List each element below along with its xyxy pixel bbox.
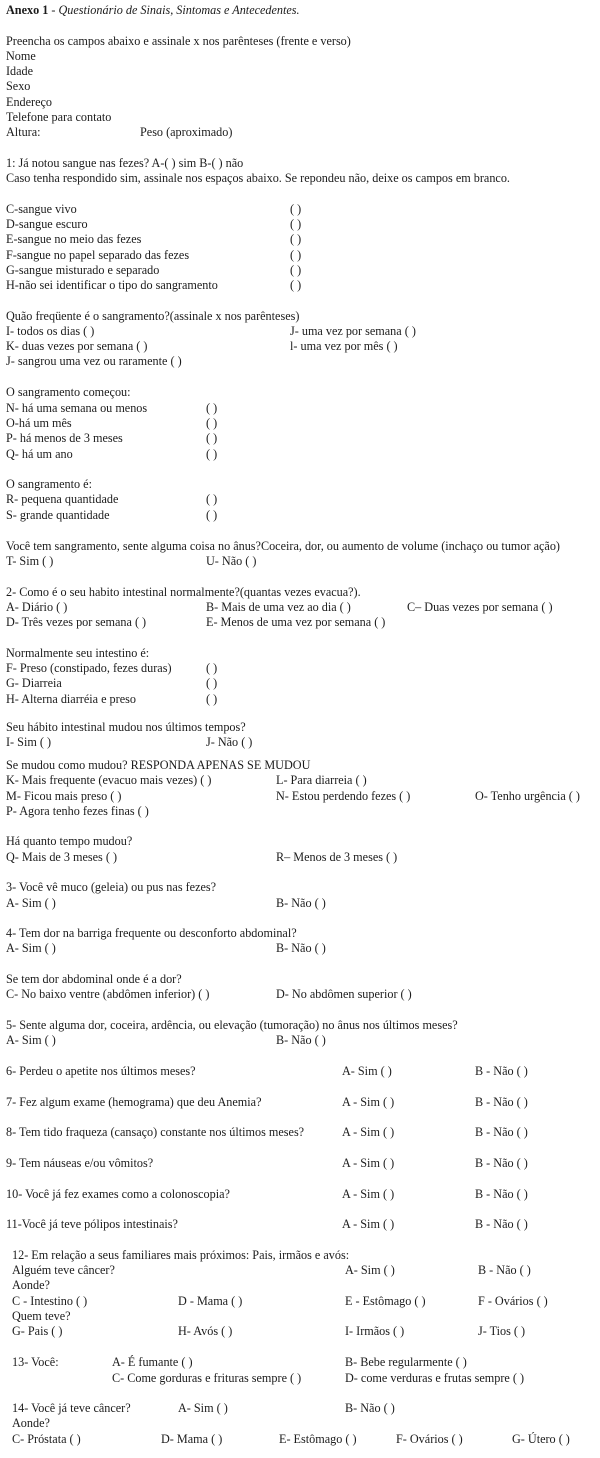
amount-option-s: S- grande quantidade bbox=[6, 508, 110, 522]
q14-where-option-g: G- Útero ( ) bbox=[512, 1432, 570, 1446]
annex-label: Anexo 1 bbox=[6, 3, 49, 17]
since-option-q: Q- Mais de 3 meses ( ) bbox=[6, 850, 118, 864]
normal-checkbox-f: ( ) bbox=[206, 661, 218, 675]
document-title bbox=[6, 3, 300, 18]
q8-question: 8- Tem tido fraqueza (cansaço) constante nos últimos meses? bbox=[6, 1125, 305, 1139]
q14-option-yes: A- Sim ( ) bbox=[178, 1401, 228, 1415]
q1-checkbox-f: ( ) bbox=[290, 248, 302, 262]
field-name-label: Nome bbox=[6, 49, 36, 63]
q1-option-c: C-sangue vivo bbox=[6, 202, 77, 216]
q6-option-no: B - Não ( ) bbox=[475, 1064, 528, 1078]
q12-option-no: B - Não ( ) bbox=[478, 1263, 531, 1277]
frequency-option-l: l- uma vez por mês ( ) bbox=[290, 339, 398, 353]
amount-checkbox-s: ( ) bbox=[206, 508, 218, 522]
q1-question: 1: Já notou sangue nas fezes? A-( ) sim B-( ) não bbox=[6, 156, 244, 170]
q10-option-no: B - Não ( ) bbox=[475, 1187, 528, 1201]
q12-who-option-h: H- Avós ( ) bbox=[178, 1324, 233, 1338]
q3-option-b: B- Não ( ) bbox=[276, 896, 326, 910]
q12-who-option-i: I- Irmãos ( ) bbox=[345, 1324, 405, 1338]
field-height-label: Altura: bbox=[6, 125, 41, 139]
q12-cancer-question: Alguém teve câncer? bbox=[12, 1263, 115, 1277]
start-option-p: P- há menos de 3 meses bbox=[6, 431, 123, 445]
q14-where-option-e: E- Estômago ( ) bbox=[279, 1432, 357, 1446]
normal-option-h: H- Alterna diarréia e preso bbox=[6, 692, 136, 706]
q9-option-yes: A - Sim ( ) bbox=[342, 1156, 395, 1170]
how-option-p: P- Agora tenho fezes finas ( ) bbox=[6, 804, 149, 818]
q12-who-label: Quem teve? bbox=[12, 1309, 71, 1323]
q9-question: 9- Tem náuseas e/ou vômitos? bbox=[6, 1156, 154, 1170]
how-option-n: N- Estou perdendo fezes ( ) bbox=[276, 789, 411, 803]
q1-option-h: H-não sei identificar o tipo do sangramento bbox=[6, 278, 218, 292]
start-option-n: N- há uma semana ou menos bbox=[6, 401, 148, 415]
q2-option-e: E- Menos de uma vez por semana ( ) bbox=[206, 615, 386, 629]
q1-option-g: G-sangue misturado e separado bbox=[6, 263, 160, 277]
changed-question: Seu hábito intestinal mudou nos últimos tempos? bbox=[6, 720, 246, 734]
anal-question: Você tem sangramento, sente alguma coisa no ânus?Coceira, dor, ou aumento de volume (inchaço ou tumor ação) bbox=[6, 539, 560, 553]
normal-option-f: F- Preso (constipado, fezes duras) bbox=[6, 661, 172, 675]
q1-checkbox-h: ( ) bbox=[290, 278, 302, 292]
field-phone-label: Telefone para contato bbox=[6, 110, 112, 124]
start-checkbox-o: ( ) bbox=[206, 416, 218, 430]
q12-option-yes: A- Sim ( ) bbox=[345, 1263, 395, 1277]
frequency-option-i: I- todos os dias ( ) bbox=[6, 324, 95, 338]
q4-option-a: A- Sim ( ) bbox=[6, 941, 56, 955]
q7-option-yes: A - Sim ( ) bbox=[342, 1095, 395, 1109]
anal-option-u: U- Não ( ) bbox=[206, 554, 257, 568]
q11-option-no: B - Não ( ) bbox=[475, 1217, 528, 1231]
frequency-option-k: K- duas vezes por semana ( ) bbox=[6, 339, 148, 353]
q3-question: 3- Você vê muco (geleia) ou pus nas fezes? bbox=[6, 880, 217, 894]
q10-option-yes: A - Sim ( ) bbox=[342, 1187, 395, 1201]
start-option-o: O-há um mês bbox=[6, 416, 72, 430]
q2-option-c: C– Duas vezes por semana ( ) bbox=[407, 600, 553, 614]
since-question: Há quanto tempo mudou? bbox=[6, 834, 133, 848]
annex-subtitle: - Questionário de Sinais, Sintomas e Antecedentes. bbox=[51, 3, 300, 17]
q1-note: Caso tenha respondido sim, assinale nos espaços abaixo. Se repondeu não, deixe os campos em branco. bbox=[6, 171, 510, 185]
q12-where-option-e: E - Estômago ( ) bbox=[345, 1294, 426, 1308]
q13-option-b: B- Bebe regularmente ( ) bbox=[345, 1355, 467, 1369]
q2-option-b: B- Mais de uma vez ao dia ( ) bbox=[206, 600, 351, 614]
normal-checkbox-g: ( ) bbox=[206, 676, 218, 690]
start-question: O sangramento começou: bbox=[6, 385, 131, 399]
pain-location-question: Se tem dor abdominal onde é a dor? bbox=[6, 972, 182, 986]
q14-where-option-c: C- Próstata ( ) bbox=[12, 1432, 81, 1446]
q14-option-no: B- Não ( ) bbox=[345, 1401, 395, 1415]
q2-option-d: D- Três vezes por semana ( ) bbox=[6, 615, 147, 629]
q12-where-option-c: C - Intestino ( ) bbox=[12, 1294, 88, 1308]
normal-checkbox-h: ( ) bbox=[206, 692, 218, 706]
q4-question: 4- Tem dor na barriga frequente ou desconforto abdominal? bbox=[6, 926, 297, 940]
q5-option-b: B- Não ( ) bbox=[276, 1033, 326, 1047]
q13-option-c: C- Come gorduras e frituras sempre ( ) bbox=[112, 1371, 302, 1385]
q3-option-a: A- Sim ( ) bbox=[6, 896, 56, 910]
q1-checkbox-e: ( ) bbox=[290, 232, 302, 246]
q7-option-no: B - Não ( ) bbox=[475, 1095, 528, 1109]
q11-option-yes: A - Sim ( ) bbox=[342, 1217, 395, 1231]
q13-option-a: A- É fumante ( ) bbox=[112, 1355, 193, 1369]
q1-checkbox-d: ( ) bbox=[290, 217, 302, 231]
q7-question: 7- Fez algum exame (hemograma) que deu Anemia? bbox=[6, 1095, 262, 1109]
q12-where-option-f: F - Ovários ( ) bbox=[478, 1294, 548, 1308]
amount-question: O sangramento é: bbox=[6, 477, 92, 491]
q1-option-e: E-sangue no meio das fezes bbox=[6, 232, 142, 246]
pain-location-option-d: D- No abdômen superior ( ) bbox=[276, 987, 412, 1001]
q5-option-a: A- Sim ( ) bbox=[6, 1033, 56, 1047]
how-question: Se mudou como mudou? RESPONDA APENAS SE MUDOU bbox=[6, 758, 311, 772]
q6-option-yes: A- Sim ( ) bbox=[342, 1064, 392, 1078]
frequency-option-j2: J- sangrou uma vez ou raramente ( ) bbox=[6, 354, 182, 368]
how-option-m: M- Ficou mais preso ( ) bbox=[6, 789, 122, 803]
changed-option-j: J- Não ( ) bbox=[206, 735, 253, 749]
instruction-text: Preencha os campos abaixo e assinale x nos parênteses (frente e verso) bbox=[6, 34, 351, 48]
q13-label: 13- Você: bbox=[12, 1355, 59, 1369]
start-option-q: Q- há um ano bbox=[6, 447, 73, 461]
start-checkbox-p: ( ) bbox=[206, 431, 218, 445]
q1-option-d: D-sangue escuro bbox=[6, 217, 88, 231]
field-age-label: Idade bbox=[6, 64, 34, 78]
q14-question: 14- Você já teve câncer? bbox=[12, 1401, 131, 1415]
frequency-question: Quão freqüente é o sangramento?(assinale x nos parênteses) bbox=[6, 309, 300, 323]
q12-where-label: Aonde? bbox=[12, 1278, 50, 1292]
field-weight-label: Peso (aproximado) bbox=[140, 125, 233, 139]
q2-option-a: A- Diário ( ) bbox=[6, 600, 68, 614]
q1-option-f: F-sangue no papel separado das fezes bbox=[6, 248, 190, 262]
q4-option-b: B- Não ( ) bbox=[276, 941, 326, 955]
normal-option-g: G- Diarreia bbox=[6, 676, 62, 690]
q9-option-no: B - Não ( ) bbox=[475, 1156, 528, 1170]
pain-location-option-c: C- No baixo ventre (abdômen inferior) ( ) bbox=[6, 987, 210, 1001]
q5-question: 5- Sente alguma dor, coceira, ardência, ou elevação (tumoração) no ânus nos últimos meses? bbox=[6, 1018, 458, 1032]
q8-option-yes: A - Sim ( ) bbox=[342, 1125, 395, 1139]
q14-where-option-f: F- Ovários ( ) bbox=[396, 1432, 463, 1446]
amount-checkbox-r: ( ) bbox=[206, 492, 218, 506]
q2-question: 2- Como é o seu habito intestinal normalmente?(quantas vezes evacua?). bbox=[6, 585, 361, 599]
amount-option-r: R- pequena quantidade bbox=[6, 492, 119, 506]
q1-checkbox-g: ( ) bbox=[290, 263, 302, 277]
start-checkbox-q: ( ) bbox=[206, 447, 218, 461]
q10-question: 10- Você já fez exames como a colonoscopia? bbox=[6, 1187, 230, 1201]
q8-option-no: B - Não ( ) bbox=[475, 1125, 528, 1139]
how-option-k: K- Mais frequente (evacuo mais vezes) ( ) bbox=[6, 773, 212, 787]
q12-who-option-j: J- Tios ( ) bbox=[478, 1324, 526, 1338]
q12-question: 12- Em relação a seus familiares mais próximos: Pais, irmãos e avós: bbox=[12, 1248, 350, 1262]
how-option-o: O- Tenho urgência ( ) bbox=[475, 789, 580, 803]
since-option-r: R– Menos de 3 meses ( ) bbox=[276, 850, 398, 864]
field-address-label: Endereço bbox=[6, 95, 53, 109]
q1-checkbox-c: ( ) bbox=[290, 202, 302, 216]
q6-question: 6- Perdeu o apetite nos últimos meses? bbox=[6, 1064, 196, 1078]
q12-where-option-d: D - Mama ( ) bbox=[178, 1294, 243, 1308]
how-option-l: L- Para diarreia ( ) bbox=[276, 773, 367, 787]
q13-option-d: D- come verduras e frutas sempre ( ) bbox=[345, 1371, 525, 1385]
q11-question: 11-Você já teve pólipos intestinais? bbox=[6, 1217, 178, 1231]
anal-option-t: T- Sim ( ) bbox=[6, 554, 54, 568]
q14-where-label: Aonde? bbox=[12, 1416, 50, 1430]
field-sex-label: Sexo bbox=[6, 79, 31, 93]
frequency-option-j: J- uma vez por semana ( ) bbox=[290, 324, 416, 338]
q12-who-option-g: G- Pais ( ) bbox=[12, 1324, 63, 1338]
start-checkbox-n: ( ) bbox=[206, 401, 218, 415]
changed-option-i: I- Sim ( ) bbox=[6, 735, 52, 749]
normal-question: Normalmente seu intestino é: bbox=[6, 646, 150, 660]
q14-where-option-d: D- Mama ( ) bbox=[161, 1432, 223, 1446]
